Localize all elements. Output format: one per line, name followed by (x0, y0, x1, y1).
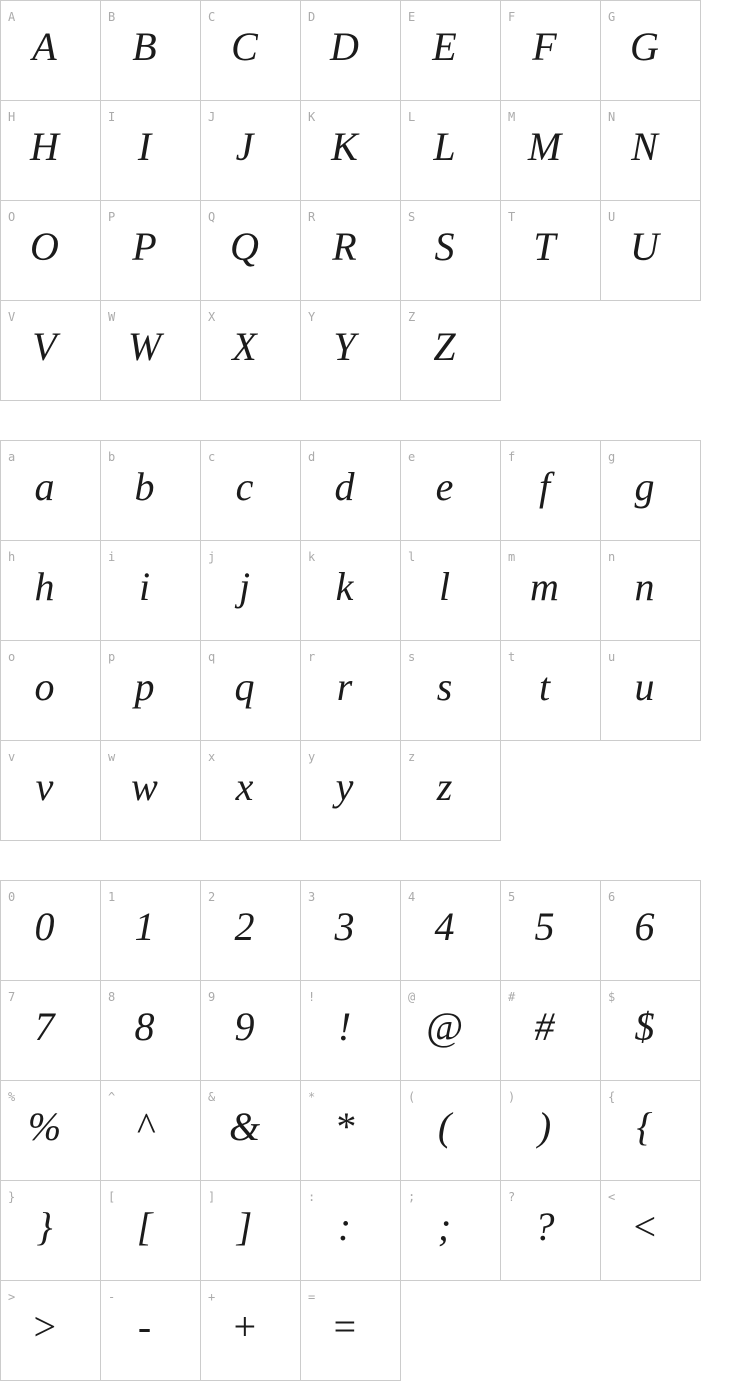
cell-character-label: = (308, 1290, 316, 1304)
glyph-cell (301, 1081, 401, 1181)
glyph-cell (501, 201, 601, 301)
glyph-cell (1, 301, 101, 401)
glyph-cell (301, 441, 401, 541)
glyph-sample: X (232, 323, 257, 369)
glyph-cell (601, 541, 701, 641)
glyph-sample: K (331, 123, 358, 169)
glyph-sample: N (631, 123, 658, 169)
glyph-sample: b (134, 463, 155, 509)
cell-character-label: k (308, 550, 316, 564)
cell-character-label: K (308, 110, 316, 124)
cell-character-label: F (508, 10, 516, 24)
cell-character-label: ] (208, 1190, 216, 1204)
glyph-cell (1, 881, 101, 981)
cell-character-label: A (8, 10, 16, 24)
cell-character-label: S (408, 210, 416, 224)
glyph-cell (501, 1, 601, 101)
grid-row (1, 1281, 701, 1381)
glyph-sample: z (436, 763, 453, 809)
glyph-cell (301, 101, 401, 201)
glyph-sample: ! (337, 1003, 352, 1049)
glyph-sample: w (131, 763, 158, 809)
glyph-sample: e (435, 463, 454, 509)
glyph-sample: ? (534, 1203, 555, 1249)
cell-character-label: $ (608, 990, 616, 1004)
cell-character-label: * (308, 1090, 316, 1104)
glyph-sample: 2 (234, 903, 255, 949)
glyph-sample: L (433, 123, 456, 169)
glyph-sample: [ (136, 1203, 153, 1249)
cell-character-label: 9 (208, 990, 216, 1004)
glyph-sample: M (527, 123, 562, 169)
glyph-cell (101, 1, 201, 101)
cell-character-label: # (508, 990, 516, 1004)
glyph-sample: f (538, 463, 551, 509)
cell-character-label: P (108, 210, 116, 224)
glyph-sample: { (636, 1103, 653, 1149)
cell-character-label: ( (408, 1090, 416, 1104)
cell-character-label: ? (508, 1190, 516, 1204)
cell-character-label: N (608, 110, 616, 124)
glyph-sample: 4 (434, 903, 455, 949)
glyph-cell (101, 1081, 201, 1181)
glyph-cell (101, 741, 201, 841)
glyph-cell (601, 1, 701, 101)
glyph-cell (101, 1181, 201, 1281)
cell-character-label: [ (108, 1190, 116, 1204)
glyph-sample: 9 (234, 1003, 255, 1049)
cell-character-label: e (408, 450, 416, 464)
cell-character-label: Q (208, 210, 216, 224)
glyph-cell (301, 301, 401, 401)
glyph-sample: ] (236, 1203, 253, 1249)
glyph-cell (101, 981, 201, 1081)
glyph-sample: y (335, 763, 354, 809)
glyph-sample: : (337, 1203, 352, 1249)
glyph-cell (301, 881, 401, 981)
glyph-sample: + (231, 1303, 258, 1349)
cell-character-label: r (308, 650, 316, 664)
cell-character-label: H (8, 110, 16, 124)
glyph-sample: ^ (136, 1103, 153, 1149)
glyph-sample: Z (433, 323, 456, 369)
glyph-cell (601, 201, 701, 301)
glyph-sample: R (332, 223, 357, 269)
glyph-sample: V (32, 323, 57, 369)
glyph-sample: o (34, 663, 55, 709)
glyph-sample: E (432, 23, 457, 69)
cell-character-label: j (208, 550, 216, 564)
cell-character-label: D (308, 10, 316, 24)
cell-character-label: U (608, 210, 616, 224)
cell-character-label: d (308, 450, 316, 464)
cell-character-label: 5 (508, 890, 516, 904)
cell-character-label: : (308, 1190, 316, 1204)
glyph-sample: B (132, 23, 157, 69)
glyph-cell (601, 1181, 701, 1281)
glyph-sample: q (234, 663, 255, 709)
cell-character-label: s (408, 650, 416, 664)
glyph-cell (301, 541, 401, 641)
glyph-sample: } (36, 1203, 53, 1249)
cell-character-label: l (408, 550, 416, 564)
glyph-sample: 1 (134, 903, 155, 949)
glyph-cell (601, 641, 701, 741)
glyph-cell (301, 1181, 401, 1281)
cell-character-label: c (208, 450, 216, 464)
glyph-sample: @ (426, 1003, 463, 1049)
glyph-cell (201, 741, 301, 841)
cell-character-label: o (8, 650, 16, 664)
cell-character-label: m (508, 550, 516, 564)
grid-row (1, 1, 701, 101)
grid-row (1, 1081, 701, 1181)
glyph-sample: m (530, 563, 559, 609)
glyph-grid-lowercase-letters (0, 440, 701, 841)
glyph-cell (201, 301, 301, 401)
glyph-sample: D (330, 23, 359, 69)
cell-character-label: 7 (8, 990, 16, 1004)
cell-character-label: g (608, 450, 616, 464)
cell-character-label: x (208, 750, 216, 764)
glyph-cell (1, 741, 101, 841)
glyph-sample: > (31, 1303, 58, 1349)
glyph-sample: h (34, 563, 55, 609)
glyph-cell (1, 201, 101, 301)
glyph-sample: S (434, 223, 455, 269)
cell-character-label: G (608, 10, 616, 24)
cell-character-label: B (108, 10, 116, 24)
glyph-cell (501, 881, 601, 981)
glyph-sample: v (35, 763, 54, 809)
glyph-sample: A (32, 23, 57, 69)
glyph-cell (101, 301, 201, 401)
cell-character-label: ) (508, 1090, 516, 1104)
glyph-sample: O (30, 223, 59, 269)
glyph-cell (1, 101, 101, 201)
glyph-sample: ) (537, 1103, 552, 1149)
cell-character-label: b (108, 450, 116, 464)
cell-character-label: X (208, 310, 216, 324)
cell-character-label: I (108, 110, 116, 124)
glyph-cell (401, 441, 501, 541)
glyph-cell (301, 981, 401, 1081)
cell-character-label: 1 (108, 890, 116, 904)
cell-character-label: & (208, 1090, 216, 1104)
glyph-cell (1, 1281, 101, 1381)
glyph-cell (201, 201, 301, 301)
cell-character-label: 2 (208, 890, 216, 904)
glyph-sample: ; (437, 1203, 452, 1249)
cell-character-label: a (8, 450, 16, 464)
glyph-sample: c (235, 463, 254, 509)
glyph-cell (401, 541, 501, 641)
cell-character-label: - (108, 1290, 116, 1304)
glyph-cell (401, 881, 501, 981)
cell-character-label: z (408, 750, 416, 764)
glyph-sample: - (137, 1303, 152, 1349)
glyph-sample: T (533, 223, 556, 269)
glyph-cell (501, 981, 601, 1081)
cell-character-label: V (8, 310, 16, 324)
cell-character-label: M (508, 110, 516, 124)
glyph-sample: * (334, 1103, 355, 1149)
glyph-cell (401, 1081, 501, 1181)
glyph-cell (201, 1281, 301, 1381)
cell-character-label: ! (308, 990, 316, 1004)
glyph-cell (201, 101, 301, 201)
glyph-cell (201, 881, 301, 981)
cell-character-label: 6 (608, 890, 616, 904)
glyph-cell (301, 1, 401, 101)
glyph-cell (601, 1081, 701, 1181)
glyph-sample: d (334, 463, 355, 509)
grid-row (1, 441, 701, 541)
cell-character-label: Y (308, 310, 316, 324)
glyph-sample: p (134, 663, 155, 709)
glyph-sample: j (238, 563, 251, 609)
cell-character-label: p (108, 650, 116, 664)
glyph-sample: 6 (634, 903, 655, 949)
glyph-sample: a (34, 463, 55, 509)
cell-character-label: } (8, 1190, 16, 1204)
grid-row (1, 881, 701, 981)
cell-character-label: R (308, 210, 316, 224)
glyph-cell (1, 1181, 101, 1281)
glyph-sample: G (630, 23, 659, 69)
glyph-cell (201, 981, 301, 1081)
glyph-cell (401, 981, 501, 1081)
glyph-sample: # (534, 1003, 555, 1049)
cell-character-label: 4 (408, 890, 416, 904)
cell-character-label: Z (408, 310, 416, 324)
glyph-sample: n (634, 563, 655, 609)
cell-character-label: < (608, 1190, 616, 1204)
glyph-sample: t (538, 663, 551, 709)
cell-character-label: > (8, 1290, 16, 1304)
glyph-sample: i (138, 563, 151, 609)
glyph-sample: H (30, 123, 59, 169)
glyph-sample: 8 (134, 1003, 155, 1049)
grid-row (1, 541, 701, 641)
glyph-sample: Y (333, 323, 356, 369)
cell-character-label: L (408, 110, 416, 124)
glyph-sample: 0 (34, 903, 55, 949)
cell-character-label: C (208, 10, 216, 24)
glyph-cell (101, 541, 201, 641)
glyph-cell (201, 1081, 301, 1181)
cell-character-label: W (108, 310, 116, 324)
glyph-sample: r (336, 663, 353, 709)
cell-character-label: @ (408, 990, 416, 1004)
cell-character-label: O (8, 210, 16, 224)
glyph-cell (201, 1, 301, 101)
glyph-cell (201, 1181, 301, 1281)
glyph-cell (501, 541, 601, 641)
glyph-cell (601, 981, 701, 1081)
cell-character-label: t (508, 650, 516, 664)
glyph-cell (301, 741, 401, 841)
cell-character-label: i (108, 550, 116, 564)
cell-character-label: v (8, 750, 16, 764)
cell-character-label: E (408, 10, 416, 24)
glyph-sample: U (630, 223, 659, 269)
glyph-sample: l (438, 563, 451, 609)
cell-character-label: n (608, 550, 616, 564)
glyph-cell (601, 881, 701, 981)
glyph-cell (101, 1281, 201, 1381)
glyph-sample: u (634, 663, 655, 709)
glyph-sample: & (228, 1103, 261, 1149)
glyph-cell (501, 441, 601, 541)
glyph-sample: x (235, 763, 254, 809)
glyph-cell (501, 1181, 601, 1281)
glyph-cell (401, 1181, 501, 1281)
glyph-cell (101, 101, 201, 201)
cell-character-label: J (208, 110, 216, 124)
glyph-cell (1, 1081, 101, 1181)
glyph-cell (201, 541, 301, 641)
grid-row (1, 1181, 701, 1281)
glyph-cell (1, 981, 101, 1081)
glyph-cell (401, 741, 501, 841)
cell-character-label: T (508, 210, 516, 224)
cell-character-label: y (308, 750, 316, 764)
cell-character-label: h (8, 550, 16, 564)
glyph-sample: 7 (34, 1003, 55, 1049)
glyph-cell (301, 1281, 401, 1381)
glyph-sample: Q (230, 223, 259, 269)
glyph-cell (401, 1, 501, 101)
cell-character-label: 8 (108, 990, 116, 1004)
glyph-sample: W (127, 323, 162, 369)
glyph-sample: % (27, 1103, 62, 1149)
glyph-sample: = (331, 1303, 358, 1349)
cell-character-label: f (508, 450, 516, 464)
glyph-cell (101, 441, 201, 541)
glyph-cell (601, 441, 701, 541)
cell-character-label: % (8, 1090, 16, 1104)
cell-character-label: { (608, 1090, 616, 1104)
glyph-cell (401, 101, 501, 201)
grid-row (1, 101, 701, 201)
grid-row (1, 641, 701, 741)
glyph-sample: P (132, 223, 157, 269)
glyph-cell (201, 641, 301, 741)
glyph-sample: s (436, 663, 453, 709)
cell-character-label: w (108, 750, 116, 764)
cell-character-label: ^ (108, 1090, 116, 1104)
glyph-cell (401, 641, 501, 741)
glyph-cell (1, 441, 101, 541)
cell-character-label: q (208, 650, 216, 664)
glyph-cell (601, 101, 701, 201)
glyph-sample: k (335, 563, 354, 609)
glyph-sample: 3 (334, 903, 355, 949)
cell-character-label: 0 (8, 890, 16, 904)
glyph-cell (301, 641, 401, 741)
glyph-cell (101, 881, 201, 981)
glyph-cell (1, 1, 101, 101)
cell-character-label: 3 (308, 890, 316, 904)
glyph-cell (201, 441, 301, 541)
glyph-sample: 5 (534, 903, 555, 949)
glyph-sample: $ (634, 1003, 655, 1049)
glyph-cell (401, 301, 501, 401)
glyph-sample: g (634, 463, 655, 509)
glyph-cell (501, 641, 601, 741)
glyph-sample: < (631, 1203, 658, 1249)
glyph-cell (401, 201, 501, 301)
glyph-sample: C (231, 23, 258, 69)
glyph-sample: ( (437, 1103, 452, 1149)
glyph-grid-digits-and-symbols (0, 880, 701, 1381)
cell-character-label: + (208, 1290, 216, 1304)
grid-row (1, 201, 701, 301)
grid-row (1, 981, 701, 1081)
glyph-cell (101, 201, 201, 301)
cell-character-label: ; (408, 1190, 416, 1204)
grid-row (1, 301, 701, 401)
glyph-cell (101, 641, 201, 741)
glyph-cell (501, 101, 601, 201)
glyph-cell (501, 1081, 601, 1181)
grid-row (1, 741, 701, 841)
glyph-sample: F (532, 23, 557, 69)
cell-character-label: u (608, 650, 616, 664)
glyph-sample: I (137, 123, 152, 169)
glyph-sample: J (235, 123, 254, 169)
glyph-grid-uppercase-letters (0, 0, 701, 401)
glyph-cell (1, 641, 101, 741)
glyph-cell (1, 541, 101, 641)
glyph-cell (301, 201, 401, 301)
